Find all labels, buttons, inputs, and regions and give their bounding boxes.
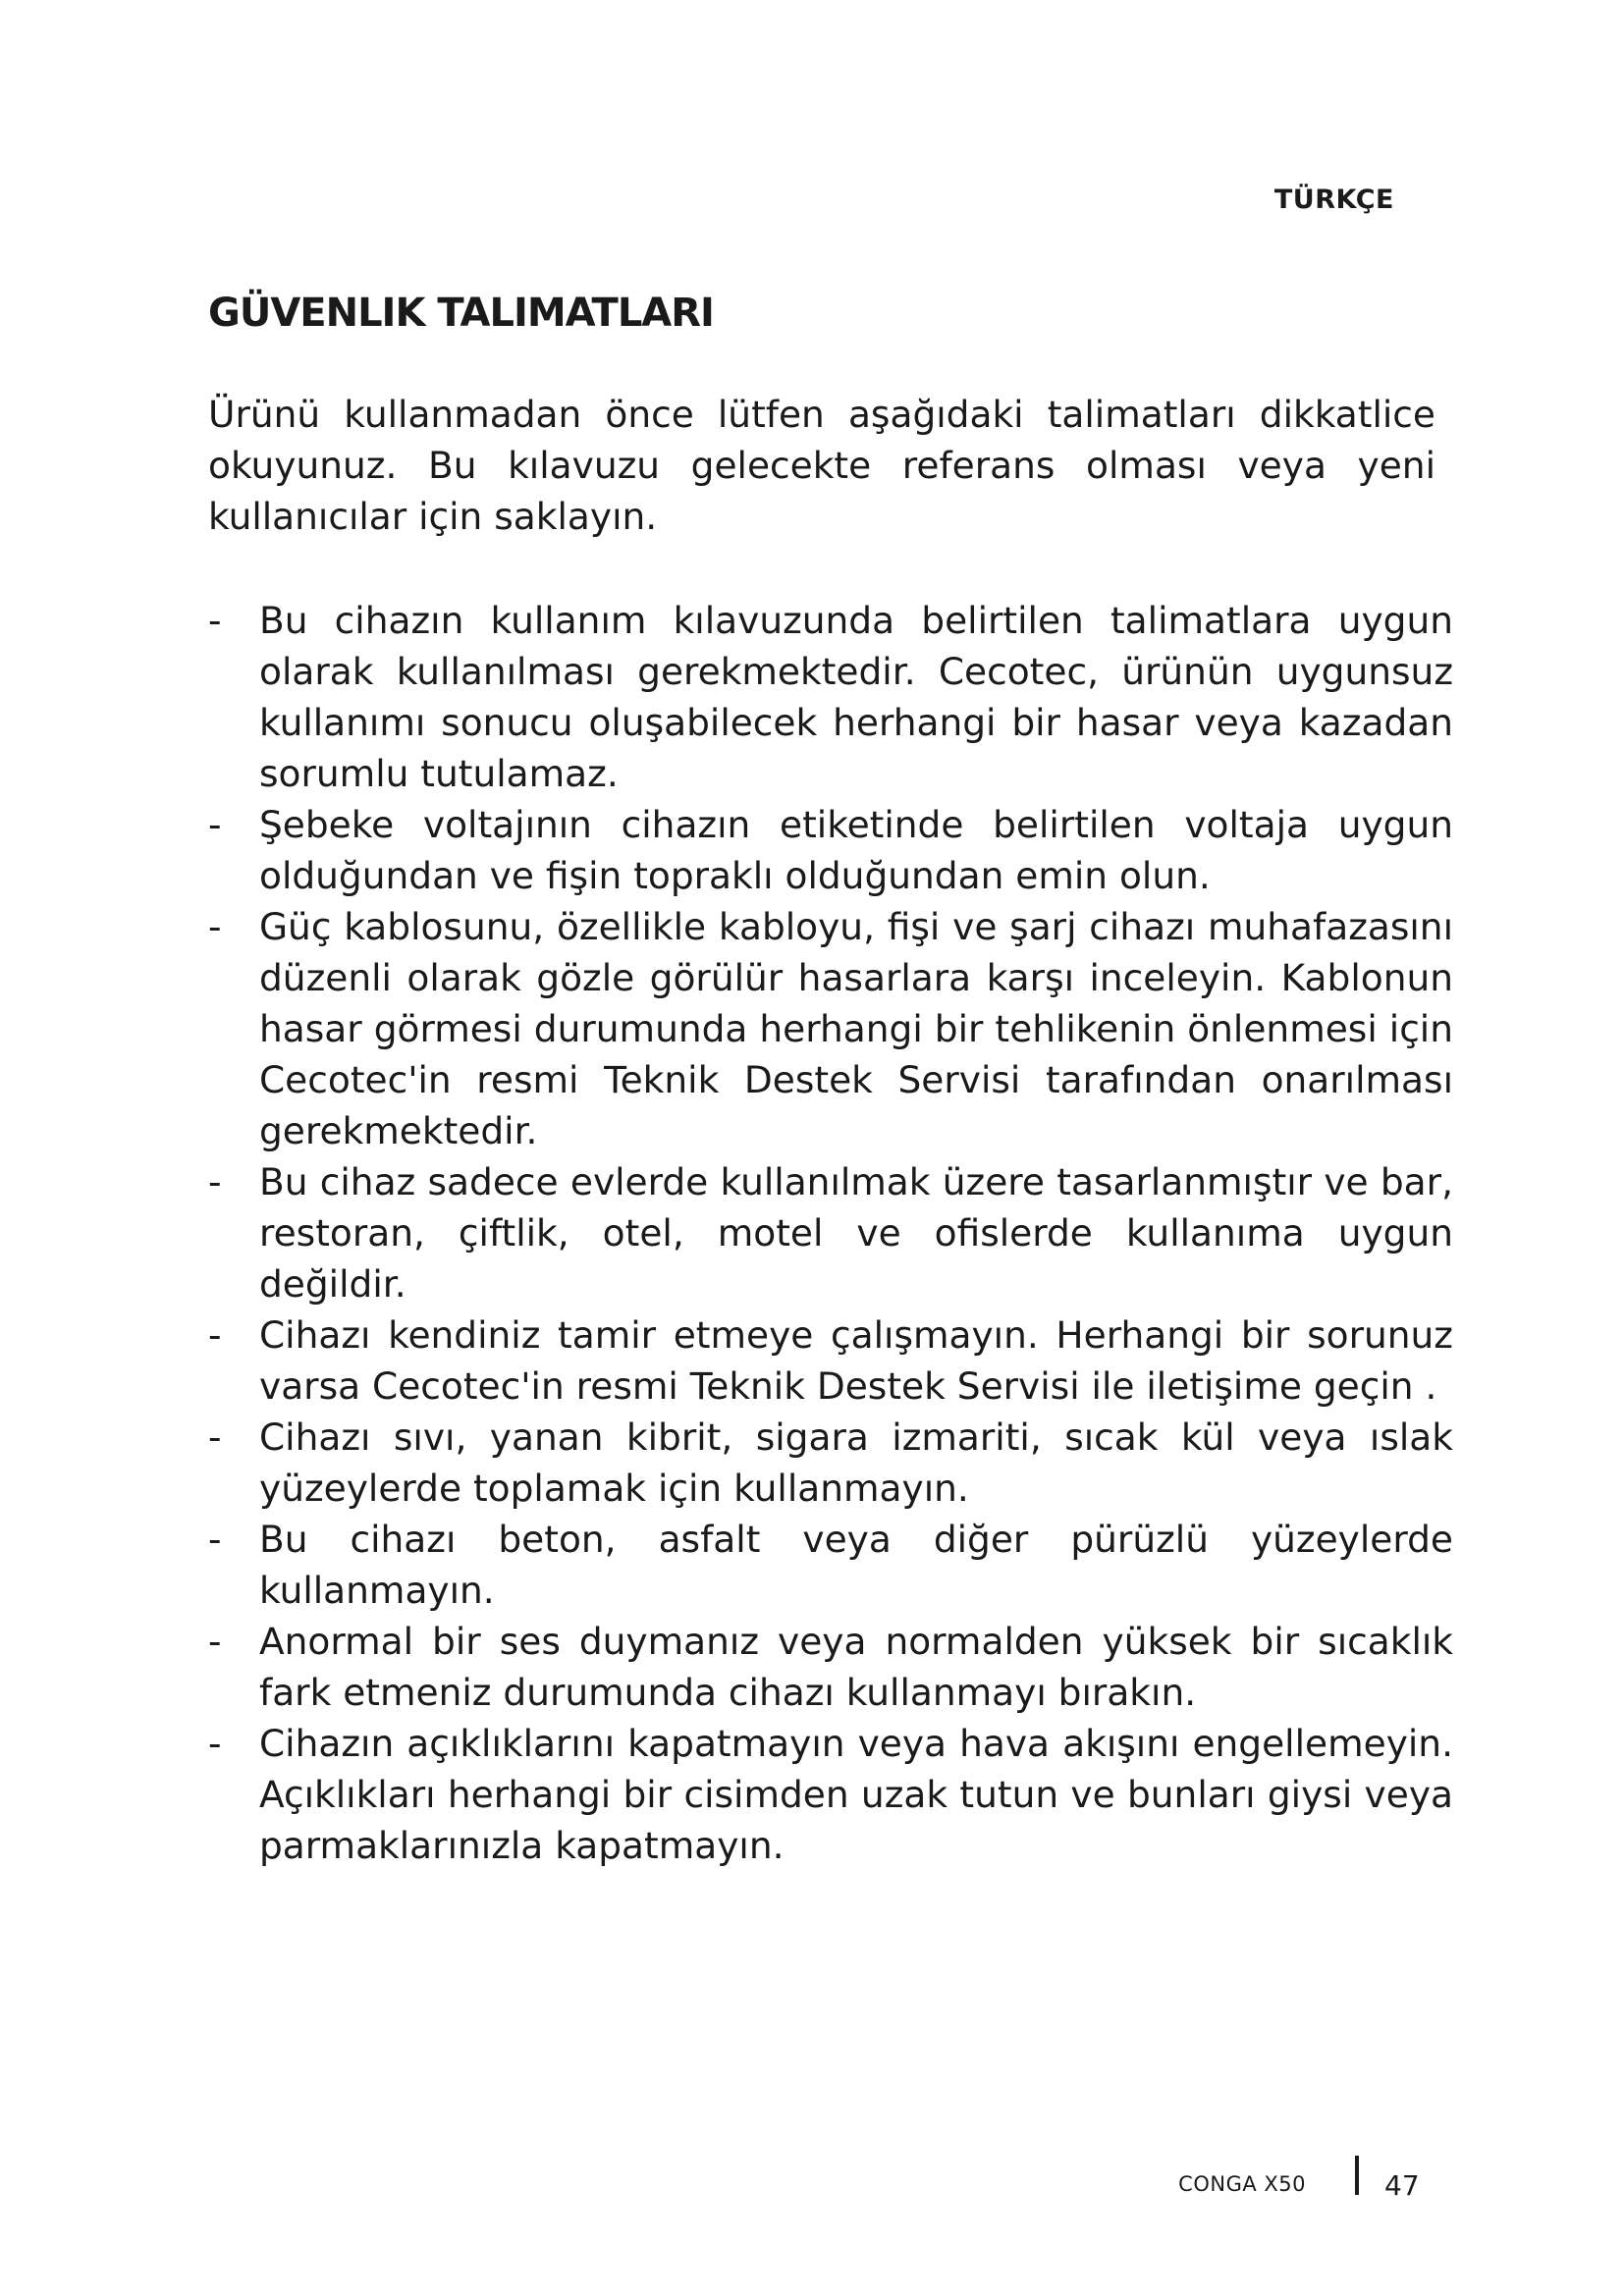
bullet-dash: -	[208, 1415, 222, 1459]
list-item	[208, 1718, 1453, 1871]
intro-paragraph: Ürünü kullanmadan önce lütfen aşağıdaki talimatları dikkatlice okuyunuz. Bu kılavuzu gelecekte referans olması veya yeni kullanıcılar için saklayın.	[208, 393, 1435, 538]
bullet-dash: -	[208, 1313, 222, 1357]
bullet-dash: -	[208, 905, 222, 948]
list-item-text: Bu cihazın kullanım kılavuzunda belirtilen talimatlara uygun olarak kullanılması gerekmektedir. Cecotec, ürünün uygunsuz kullanımı sonucu oluşabilecek herhangi bir hasar veya kazadan sorumlu tutulamaz.	[259, 599, 1453, 795]
bullet-dash: -	[208, 599, 222, 642]
list-item	[208, 901, 1453, 1156]
list-item-text: Cihazın açıklıklarını kapatmayın veya hava akışını engellemeyin. Açıklıkları herhangi bir cisimden uzak tutun ve bunları giysi veya parmaklarınızla kapatmayın.	[259, 1722, 1453, 1867]
list-item-text: Şebeke voltajının cihazın etiketinde belirtilen voltaja uygun olduğundan ve fişin topraklı olduğundan emin olun.	[259, 803, 1453, 897]
list-item-text: Cihazı kendiniz tamir etmeye çalışmayın. Herhangi bir sorunuz varsa Cecotec'in resmi Teknik Destek Servisi ile iletişime geçin .	[259, 1313, 1453, 1408]
list-item-text: Güç kablosunu, özellikle kabloyu, fişi ve şarj cihazı muhafazasını düzenli olarak gözle görülür hasarlara karşı inceleyin. Kablonun hasar görmesi durumunda herhangi bir tehlikenin önlenmesi için Cecotec'in resmi Teknik Destek Servisi tarafından onarılması gerekmektedir.	[259, 905, 1453, 1152]
bullet-dash: -	[208, 1518, 222, 1561]
footer-product-name: CONGA X50	[1178, 2172, 1306, 2196]
bullet-dash: -	[208, 803, 222, 846]
list-item-text: Bu cihaz sadece evlerde kullanılmak üzere tasarlanmıştır ve bar, restoran, çiftlik, otel, motel ve ofislerde kullanıma uygun değildir.	[259, 1160, 1453, 1306]
list-item	[208, 1412, 1453, 1514]
footer-divider	[1355, 2156, 1359, 2195]
list-item-text: Bu cihazı beton, asfalt veya diğer pürüzlü yüzeylerde kullanmayın.	[259, 1518, 1453, 1612]
page-number: 47	[1384, 2169, 1420, 2202]
bullet-dash: -	[208, 1620, 222, 1663]
page-title: GÜVENLIK TALIMATLARI	[208, 291, 714, 336]
list-item	[208, 595, 1453, 799]
list-item-text: Cihazı sıvı, yanan kibrit, sigara izmariti, sıcak kül veya ıslak yüzeylerde toplamak için kullanmayın.	[259, 1415, 1453, 1510]
list-item	[208, 1309, 1453, 1412]
list-item	[208, 1616, 1453, 1718]
list-item-text: Anormal bir ses duymanız veya normalden yüksek bir sıcaklık fark etmeniz durumunda cihazı kullanmayı bırakın.	[259, 1620, 1453, 1714]
list-item	[208, 799, 1453, 901]
language-label: TÜRKÇE	[1273, 185, 1394, 215]
bullet-dash: -	[208, 1722, 222, 1765]
list-item	[208, 1514, 1453, 1616]
bullet-dash: -	[208, 1160, 222, 1203]
safety-instructions-list	[208, 595, 1453, 1871]
list-item	[208, 1156, 1453, 1309]
